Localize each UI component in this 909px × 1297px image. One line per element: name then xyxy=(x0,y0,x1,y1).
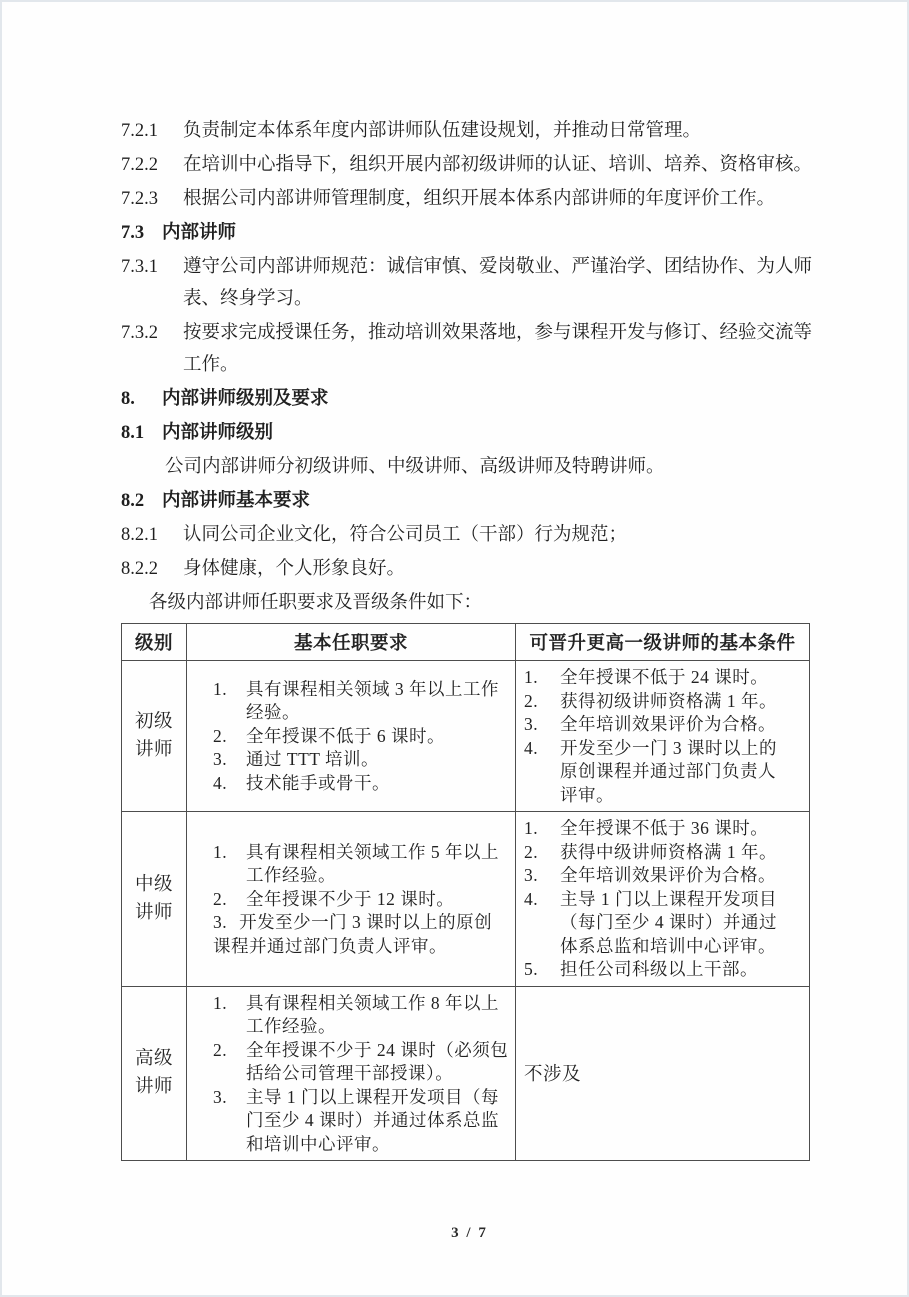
clause-number: 7.3.2 xyxy=(121,323,158,343)
heading-7-3 xyxy=(121,217,818,249)
list-item-number: 2. xyxy=(213,1039,228,1060)
table-row-junior xyxy=(122,661,810,812)
clause-7-2-1 xyxy=(121,115,818,147)
table-intro-text: 各级内部讲师任职要求及晋级条件如下： xyxy=(149,593,483,613)
list-item-text: 主导 1 门以上课程开发项目（每门至少 4 课时）并通过体系总监和培训中心评审。 xyxy=(560,888,777,956)
list-item xyxy=(524,888,789,959)
list-item-number: 4. xyxy=(524,737,539,758)
list-item xyxy=(524,737,789,808)
clause-text: 按要求完成授课任务，推动培训效果落地，参与课程开发与修订、经验交流等工作。 xyxy=(183,323,813,375)
heading-number: 8.1 xyxy=(121,423,145,443)
list-item-text: 全年培训效果评价为合格。 xyxy=(560,714,776,734)
list-item-number: 2. xyxy=(524,690,539,711)
list-item-number: 1. xyxy=(213,841,228,862)
clause-text: 身体健康，个人形象良好。 xyxy=(183,559,406,579)
list-item xyxy=(213,841,509,888)
list-item-text: 担任公司科级以上干部。 xyxy=(560,959,758,979)
list-item xyxy=(213,725,509,749)
not-applicable-text: 不涉及 xyxy=(524,1065,582,1086)
clause-text: 根据公司内部讲师管理制度，组织开展本体系内部讲师的年度评价工作。 xyxy=(183,189,776,209)
paragraph-text: 公司内部讲师分初级讲师、中级讲师、高级讲师及特聘讲师。 xyxy=(165,457,665,477)
level-line: 初级 xyxy=(134,712,173,732)
heading-number: 8. xyxy=(121,389,135,409)
list-item-text: 具有课程相关领域工作 8 年以上工作经验。 xyxy=(246,992,499,1036)
level-line: 讲师 xyxy=(134,1077,173,1098)
list-item-number: 2. xyxy=(524,841,539,862)
promotion-cell-senior xyxy=(516,986,810,1161)
heading-text: 内部讲师基本要求 xyxy=(162,491,311,511)
clause-text: 认同公司企业文化，符合公司员工（干部）行为规范； xyxy=(183,525,628,545)
heading-8-2 xyxy=(121,485,818,517)
table-intro xyxy=(121,587,818,619)
list-item xyxy=(524,690,789,714)
table-row-intermediate xyxy=(122,812,810,987)
level-cell-intermediate xyxy=(122,812,187,987)
heading-8 xyxy=(121,383,818,415)
table-row-senior xyxy=(122,986,810,1161)
heading-text: 内部讲师级别及要求 xyxy=(162,389,329,409)
clause-8-2-1 xyxy=(121,519,818,551)
list-item xyxy=(213,678,509,725)
column-header-level: 级别 xyxy=(122,624,187,661)
list-item-number: 2. xyxy=(213,888,228,909)
list-item xyxy=(213,1086,509,1157)
level-cell-junior xyxy=(122,661,187,812)
clause-number: 8.2.2 xyxy=(121,559,158,579)
list-item-number: 3. xyxy=(213,749,228,770)
heading-text: 内部讲师级别 xyxy=(162,423,274,443)
list-item-number: 2. xyxy=(213,725,228,746)
clause-number: 7.2.2 xyxy=(121,155,158,175)
clause-7-3-1 xyxy=(121,251,818,315)
list-item-text: 全年授课不低于 36 课时。 xyxy=(560,818,769,838)
list-item-text: 全年授课不少于 24 课时（必须包括给公司管理干部授课）。 xyxy=(246,1039,509,1083)
column-header-promotion: 可晋升更高一级讲师的基本条件 xyxy=(516,624,810,661)
list-item xyxy=(213,772,509,796)
list-item-text: 具有课程相关领域工作 5 年以上工作经验。 xyxy=(246,841,499,885)
list-item-number: 5. xyxy=(524,959,539,979)
list-item-text: 开发至少一门 3 课时以上的原创课程并通过部门负责人评审。 xyxy=(213,912,493,956)
list-item-number: 4. xyxy=(213,772,228,793)
list-item-text: 全年培训效果评价为合格。 xyxy=(560,865,776,885)
document-content xyxy=(121,115,818,1242)
heading-number: 7.3 xyxy=(121,223,145,243)
clause-number: 7.2.1 xyxy=(121,121,158,141)
list-item xyxy=(524,666,789,690)
list-item-text: 具有课程相关领域 3 年以上工作经验。 xyxy=(246,678,499,723)
level-line: 讲师 xyxy=(134,902,173,923)
list-item-text: 全年授课不低于 24 课时。 xyxy=(560,667,769,687)
list-item-number: 1. xyxy=(213,992,228,1013)
column-header-requirements: 基本任职要求 xyxy=(187,624,516,661)
list-item-text: 全年授课不少于 12 课时。 xyxy=(246,888,455,909)
clause-8-2-2 xyxy=(121,553,818,585)
list-item-number: 3. xyxy=(524,714,539,734)
requirements-cell-senior xyxy=(187,986,516,1161)
level-cell-senior xyxy=(122,986,187,1161)
table-header-row xyxy=(122,624,810,661)
requirements-cell-intermediate xyxy=(187,812,516,987)
list-item-text: 全年授课不低于 6 课时。 xyxy=(246,725,445,746)
list-item xyxy=(213,1039,509,1086)
promotion-cell-intermediate xyxy=(516,812,810,987)
level-line: 讲师 xyxy=(134,740,173,760)
list-item-number: 1. xyxy=(213,678,228,699)
list-item-text: 通过 TTT 培训。 xyxy=(246,749,380,770)
list-item xyxy=(524,817,789,841)
clause-number: 7.3.1 xyxy=(121,257,158,277)
clause-text: 在培训中心指导下，组织开展内部初级讲师的认证、培训、培养、资格审核。 xyxy=(183,155,813,175)
heading-8-1 xyxy=(121,417,818,449)
clause-number: 8.2.1 xyxy=(121,525,158,545)
clause-text: 遵守公司内部讲师规范：诚信审慎、爱岗敬业、严谨治学、团结协作、为人师表、终身学习。 xyxy=(183,257,813,309)
requirements-cell-junior xyxy=(187,661,516,812)
list-item-text: 开发至少一门 3 课时以上的原创课程并通过部门负责人评审。 xyxy=(560,737,777,805)
clause-7-2-2 xyxy=(121,149,818,181)
heading-number: 8.2 xyxy=(121,491,145,511)
level-line: 高级 xyxy=(134,1049,173,1070)
list-item xyxy=(213,748,509,772)
list-item-number: 3. xyxy=(213,912,228,932)
list-item-number: 3. xyxy=(524,865,539,885)
list-item-number: 3. xyxy=(213,1086,228,1107)
list-item xyxy=(524,864,789,888)
list-item xyxy=(524,958,789,982)
list-item-text: 技术能手或骨干。 xyxy=(246,772,390,793)
list-item xyxy=(213,911,509,958)
clause-7-3-2 xyxy=(121,317,818,381)
list-item-text: 获得初级讲师资格满 1 年。 xyxy=(560,690,777,711)
clause-number: 7.2.3 xyxy=(121,189,158,209)
level-line: 中级 xyxy=(134,874,173,895)
list-item-number: 1. xyxy=(524,667,539,687)
list-item-text: 主导 1 门以上课程开发项目（每门至少 4 课时）并通过体系总监和培训中心评审。 xyxy=(246,1086,499,1154)
heading-text: 内部讲师 xyxy=(162,223,237,243)
list-item xyxy=(213,888,509,912)
list-item xyxy=(213,992,509,1039)
list-item xyxy=(524,841,789,865)
promotion-cell-junior xyxy=(516,661,810,812)
clause-7-2-3 xyxy=(121,183,818,215)
list-item-text: 获得中级讲师资格满 1 年。 xyxy=(560,841,777,862)
instructor-levels-table xyxy=(121,623,810,1161)
paragraph-8-1-body xyxy=(121,451,818,483)
list-item xyxy=(524,713,789,737)
list-item-number: 1. xyxy=(524,818,539,838)
list-item-number: 4. xyxy=(524,888,539,909)
page-number: 3 / 7 xyxy=(451,1225,488,1241)
clause-text: 负责制定本体系年度内部讲师队伍建设规划，并推动日常管理。 xyxy=(183,121,702,141)
